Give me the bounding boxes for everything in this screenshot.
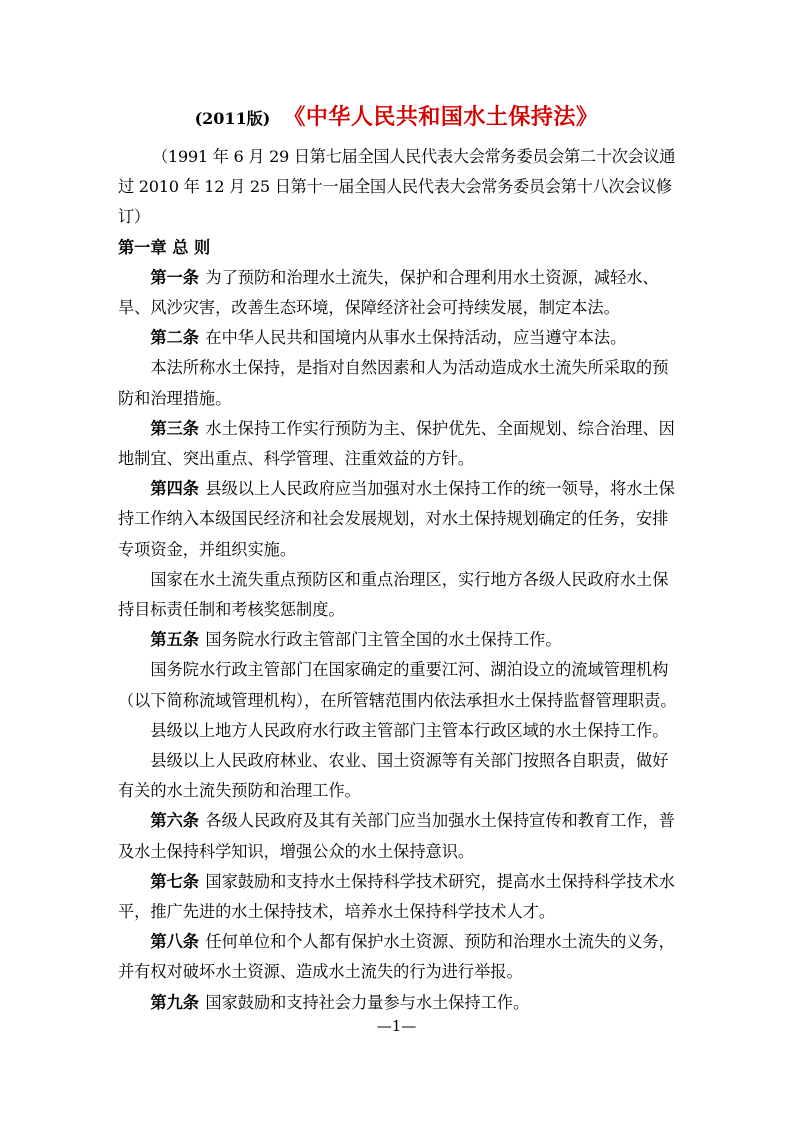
article-text: 县级以上人民政府应当加强对水土保持工作的统一领导，将水土保持工作纳入本级国民经济和社会发展规划，对水土保持规划确定的任务，安排专项资金，并组织实施。 [118, 479, 675, 559]
article-text: 水土保持工作实行预防为主、保护优先、全面规划、综合治理、因地制宜、突出重点、科学管理、注重效益的方针。 [118, 418, 675, 469]
article-paragraph [118, 263, 678, 323]
article-text: 本法所称水土保持，是指对自然因素和人为活动造成水土流失所采取的预防和治理措施。 [118, 358, 669, 408]
article-text: 国家在水土流失重点预防区和重点治理区，实行地方各级人民政府水土保持目标责任制和考核奖惩制度。 [118, 569, 669, 620]
article-paragraph [118, 474, 678, 565]
article-text: 县级以上地方人民政府水行政主管部门主管本行政区域的水土保持工作。 [150, 720, 669, 740]
article-text: 县级以上人民政府林业、农业、国土资源等有关部门按照各自职责，做好有关的水土流失预防和治理工作。 [118, 751, 669, 801]
chapter-heading: 第一章 总 则 [118, 237, 211, 257]
article-label: 第四条 [150, 479, 199, 499]
article-paragraph [118, 867, 678, 927]
article-label: 第三条 [150, 418, 199, 438]
article-text: 国务院水行政主管部门在国家确定的重要江河、湖泊设立的流域管理机构（以下简称流域管理机构），在所管辖范围内依法承担水土保持监督管理职责。 [118, 660, 677, 710]
law-title: 《中华人民共和国水土保持法》 [283, 104, 599, 130]
title-row [0, 101, 793, 135]
article-text: 为了预防和治理水土流失，保护和合理利用水土资源，减轻水、旱、风沙灾害，改善生态环境，保障经济社会可持续发展，制定本法。 [118, 267, 659, 318]
article-text: 国家鼓励和支持社会力量参与水土保持工作。 [205, 992, 530, 1012]
article-label: 第七条 [150, 871, 199, 891]
article-text: 任何单位和个人都有保护水土资源、预防和治理水土流失的义务，并有权对破坏水土资源、造成水土流失的行为进行举报。 [118, 932, 675, 982]
article-paragraph [118, 927, 678, 987]
revision-note: （1991 年 6 月 29 日第七届全国人民代表大会常务委员会第二十次会议通过 2010 年 12 月 25 日第十一届全国人民代表大会常务委员会第十八次会议修订） [118, 147, 676, 227]
article-text: 在中华人民共和国境内从事水土保持活动，应当遵守本法。 [205, 328, 627, 348]
article-label: 第二条 [150, 328, 199, 348]
document-body [118, 142, 678, 1018]
article-paragraph [118, 625, 678, 655]
article-paragraph [118, 655, 678, 715]
article-paragraph [118, 746, 678, 806]
article-text: 各级人民政府及其有关部门应当加强水土保持宣传和教育工作，普及水土保持科学知识，增强公众的水土保持意识。 [118, 811, 675, 861]
article-label: 第九条 [150, 992, 199, 1012]
article-label: 第八条 [150, 932, 199, 952]
article-text: 国务院水行政主管部门主管全国的水土保持工作。 [205, 630, 562, 650]
page-number: —1— [376, 1017, 417, 1035]
article-paragraph [118, 716, 678, 746]
article-paragraph [118, 806, 678, 866]
article-paragraph [118, 353, 678, 413]
article-paragraph [118, 565, 678, 625]
article-label: 第六条 [150, 811, 199, 831]
article-label: 第五条 [150, 630, 199, 650]
article-paragraph [118, 323, 678, 353]
article-paragraph [118, 414, 678, 474]
edition-label: (2011版) [194, 109, 271, 128]
article-label: 第一条 [150, 267, 199, 287]
article-text: 国家鼓励和支持水土保持科学技术研究，提高水土保持科学技术水平，推广先进的水土保持技术，培养水土保持科学技术人才。 [118, 871, 675, 922]
